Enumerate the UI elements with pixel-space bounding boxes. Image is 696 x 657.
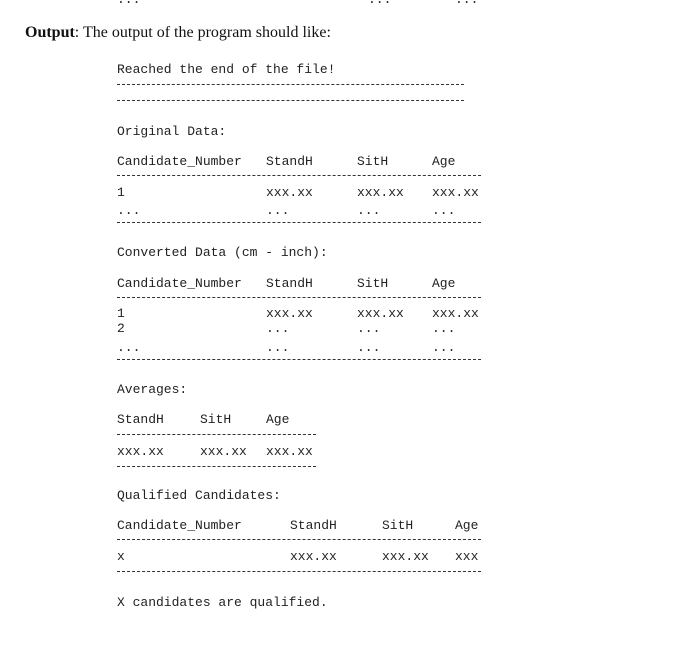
converted-row-3-age: ...: [432, 340, 456, 355]
output-description: : The output of the program should like:: [74, 24, 331, 41]
qualified-row-age: xxx: [455, 549, 479, 564]
divider: [117, 297, 481, 298]
averages-header-age: Age: [266, 412, 290, 427]
converted-row-2-sith: ...: [357, 321, 381, 336]
divider: [117, 84, 464, 85]
converted-row-1-standh: xxx.xx: [266, 306, 313, 321]
ellipsis-3: [455, 0, 478, 7]
averages-header-sith: SitH: [200, 412, 232, 427]
qualified-title: Qualified Candidates:: [117, 488, 281, 503]
original-row-1-standh: xxx.xx: [266, 185, 313, 200]
averages-value-standh: xxx.xx: [117, 444, 164, 459]
divider: [117, 466, 316, 467]
converted-row-2-age: ...: [432, 321, 456, 336]
original-row-1-sith: xxx.xx: [357, 185, 404, 200]
qualified-row-sith: xxx.xx: [382, 549, 429, 564]
converted-row-3-candidate: ...: [117, 340, 141, 355]
original-header-standh: StandH: [266, 154, 313, 169]
original-row-1-age: xxx.xx: [432, 185, 479, 200]
original-title: Original Data:: [117, 124, 227, 139]
original-header-sith: SitH: [357, 154, 389, 169]
original-header-age: Age: [432, 154, 456, 169]
averages-value-sith: xxx.xx: [200, 444, 247, 459]
converted-row-1-candidate: 1: [117, 306, 125, 321]
averages-value-age: xxx.xx: [266, 444, 313, 459]
converted-row-1-sith: xxx.xx: [357, 306, 404, 321]
converted-row-3-sith: ...: [357, 340, 381, 355]
original-header-candidate: Candidate_Number: [117, 154, 242, 169]
output-heading: [25, 24, 331, 42]
output-label: Output: [25, 24, 75, 41]
qualified-header-sith: SitH: [382, 518, 414, 533]
original-row-2-standh: ...: [266, 203, 290, 218]
qualified-header-candidate: Candidate_Number: [117, 518, 242, 533]
original-row-1-candidate: 1: [117, 185, 125, 200]
divider: [117, 222, 481, 223]
eof-message: Reached the end of the file!: [117, 62, 336, 77]
ellipsis-2: [368, 0, 391, 7]
converted-header-age: Age: [432, 276, 456, 291]
averages-title: Averages:: [117, 382, 188, 397]
divider: [117, 539, 481, 540]
original-row-2-candidate: ...: [117, 203, 141, 218]
converted-header-candidate: Candidate_Number: [117, 276, 242, 291]
converted-row-2-standh: ...: [266, 321, 290, 336]
converted-header-standh: StandH: [266, 276, 313, 291]
qualified-row-candidate: x: [117, 549, 125, 564]
converted-title: Converted Data (cm - inch):: [117, 245, 328, 260]
divider: [117, 100, 464, 101]
converted-header-sith: SitH: [357, 276, 389, 291]
original-row-2-sith: ...: [357, 203, 381, 218]
divider: [117, 571, 481, 572]
qualified-count-message: X candidates are qualified.: [117, 595, 328, 610]
original-row-2-age: ...: [432, 203, 456, 218]
divider: [117, 175, 481, 176]
divider: [117, 434, 316, 435]
converted-row-1-age: xxx.xx: [432, 306, 479, 321]
converted-row-3-standh: ...: [266, 340, 290, 355]
qualified-header-standh: StandH: [290, 518, 337, 533]
averages-header-standh: StandH: [117, 412, 164, 427]
divider: [117, 359, 481, 360]
qualified-row-standh: xxx.xx: [290, 549, 337, 564]
qualified-header-age: Age: [455, 518, 479, 533]
ellipsis-1: [117, 0, 140, 7]
converted-row-2-candidate: 2: [117, 321, 125, 336]
